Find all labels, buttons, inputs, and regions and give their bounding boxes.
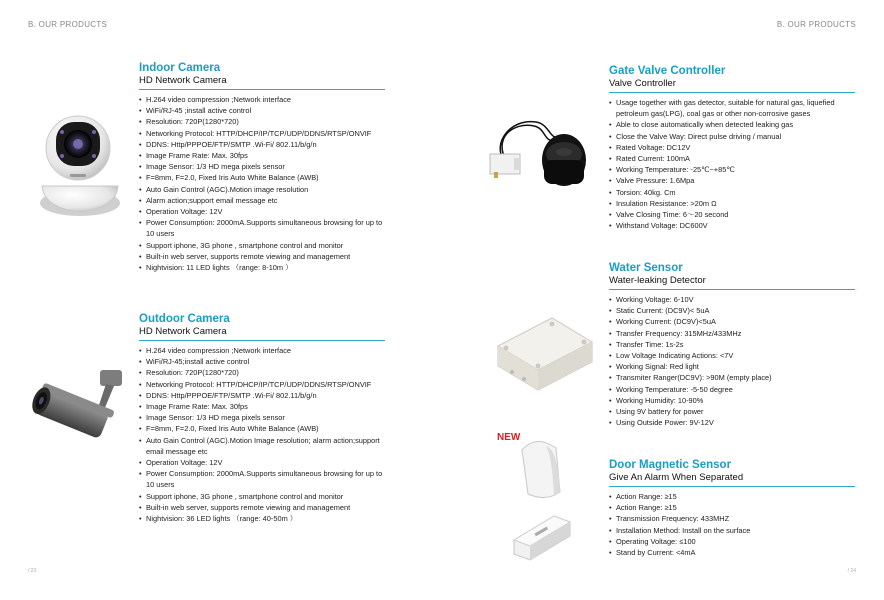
spec-item: • Valve Pressure: 1.6Mpa: [609, 175, 855, 186]
door-sensor-rule: [609, 486, 855, 487]
spec-item: • Transfer Time: 1s-2s: [609, 339, 855, 350]
spec-item: • Stand by Current: <4mA: [609, 547, 855, 558]
outdoor-camera-title: Outdoor Camera: [139, 313, 230, 325]
spec-item: • Action Range: ≥15: [609, 502, 855, 513]
valve-controller-rule: [609, 92, 855, 93]
spec-item: • Working Temperature: -5-50 degree: [609, 384, 855, 395]
spec-item: • Usage together with gas detector, suitable for natural gas, liquefied petroleum gas(LPG), coal gas or other non-corrosive gases: [609, 97, 855, 119]
spec-item: • H.264 video compression ;Network interface: [139, 345, 385, 356]
spec-item: • Low Voltage Indicating Actions: <7V: [609, 350, 855, 361]
spec-item: • Networking Protocol: HTTP/DHCP/IP/TCP/UDP/DDNS/RTSP/ONVIF: [139, 128, 385, 139]
spec-item: • Working Current: (DC9V)<5uA: [609, 316, 855, 327]
water-sensor-section: [609, 262, 855, 428]
spec-item: • DDNS: Http/PPPOE/FTP/SMTP .Wi-Fi/ 802.11/b/g/n: [139, 139, 385, 150]
spec-item: • F=8mm, F=2.0, Fixed Iris Auto White Balance (AWB): [139, 423, 385, 434]
spec-item: • Torsion: 40kg. Cm: [609, 187, 855, 198]
indoor-camera-section: [139, 62, 385, 273]
spec-item: • Close the Valve Way: Direct pulse driving / manual: [609, 131, 855, 142]
spec-item: • Installation Method: Install on the surface: [609, 525, 855, 536]
indoor-camera-subtitle: HD Network Camera: [139, 75, 227, 86]
spec-item: • Image Frame Rate: Max. 30fps: [139, 401, 385, 412]
spec-item: • Using Outside Power: 9V-12V: [609, 417, 855, 428]
indoor-camera-title: Indoor Camera: [139, 62, 221, 74]
spec-item: • Action Range: ≥15: [609, 491, 855, 502]
valve-controller-title: Gate Valve Controller: [609, 65, 726, 77]
spec-item: • Power Consumption: 2000mA.Supports simultaneous browsing for up to 10 users: [139, 217, 385, 239]
spec-item: • Able to close automatically when detected leaking gas: [609, 119, 855, 130]
water-sensor-subtitle: Water-leaking Detector: [609, 275, 706, 286]
spec-item: • Resolution: 720P(1280*720): [139, 367, 385, 378]
water-sensor-image: [492, 310, 596, 396]
outdoor-camera-image: [24, 366, 129, 456]
spec-item: • Support iphone, 3G phone , smartphone control and monitor: [139, 240, 385, 251]
water-sensor-specs: [609, 294, 855, 428]
spec-item: • Operation Voltage: 12V: [139, 457, 385, 468]
water-sensor-title: Water Sensor: [609, 262, 683, 274]
valve-controller-image: [484, 116, 594, 196]
spec-item: • Rated Current: 100mA: [609, 153, 855, 164]
spec-item: • Operation Voltage: 12V: [139, 206, 385, 217]
spec-item: • Using 9V battery for power: [609, 406, 855, 417]
spec-item: • Operating Voltage: ≤100: [609, 536, 855, 547]
header-right: B. OUR PRODUCTS: [776, 20, 856, 29]
spec-item: • Transmission Frequency: 433MHZ: [609, 513, 855, 524]
spec-item: • Valve Closing Time: 6～20 second: [609, 209, 855, 220]
indoor-camera-image: [34, 108, 124, 220]
spec-item: • H.264 video compression ;Network interface: [139, 94, 385, 105]
page-number-left: / 23: [28, 568, 37, 574]
outdoor-camera-section: [139, 313, 385, 524]
spec-item: • Support iphone, 3G phone , smartphone control and monitor: [139, 491, 385, 502]
water-sensor-rule: [609, 289, 855, 290]
spec-item: • Built-in web server, supports remote viewing and management: [139, 251, 385, 262]
outdoor-camera-specs: [139, 345, 385, 524]
valve-controller-specs: [609, 97, 855, 231]
indoor-camera-rule: [139, 89, 385, 90]
page-number-right: / 24: [847, 568, 856, 574]
door-sensor-specs: [609, 491, 855, 558]
spec-item: • Alarm action;support email message etc: [139, 195, 385, 206]
valve-controller-subtitle: Valve Controller: [609, 78, 676, 89]
spec-item: • WiFi/RJ-45 ;install active control: [139, 105, 385, 116]
outdoor-camera-rule: [139, 340, 385, 341]
spec-item: • Auto Gain Control (AGC).Motion Image resolution; alarm action;support email message etc: [139, 435, 385, 457]
spec-item: • DDNS: Http/PPPOE/FTP/SMTP .Wi-Fi/ 802.11/b/g/n: [139, 390, 385, 401]
spec-item: • Working Voltage: 6-10V: [609, 294, 855, 305]
valve-controller-section: [609, 65, 855, 231]
header-left: B. OUR PRODUCTS: [28, 20, 108, 29]
spec-item: • Power Consumption: 2000mA.Supports simultaneous browsing for up to 10 users: [139, 468, 385, 490]
spec-item: • Nightvision: 11 LED lights （range: 8-10m ）: [139, 262, 385, 273]
new-badge: NEW: [497, 432, 521, 443]
spec-item: • F=8mm, F=2.0, Fixed Iris Auto White Balance (AWB): [139, 172, 385, 183]
spec-item: • Resolution: 720P(1280*720): [139, 116, 385, 127]
spec-item: • Static Current: (DC9V)< 5uA: [609, 305, 855, 316]
spec-item: • Withstand Voltage: DC600V: [609, 220, 855, 231]
spec-item: • Transmiter Ranger(DC9V): >90M (empty place): [609, 372, 855, 383]
spec-item: • Insulation Resistance: >20m Ω: [609, 198, 855, 209]
spec-item: • Image Sensor: 1/3 HD mega pixels sensor: [139, 161, 385, 172]
spec-item: • Image Frame Rate: Max. 30fps: [139, 150, 385, 161]
spec-item: • Networking Protocol: HTTP/DHCP/IP/TCP/UDP/DDNS/RTSP/ONVIF: [139, 379, 385, 390]
spec-item: • Rated Voltage: DC12V: [609, 142, 855, 153]
spec-item: • Auto Gain Control (AGC).Motion image resolution: [139, 184, 385, 195]
spec-item: • Working Signal: Red light: [609, 361, 855, 372]
door-sensor-title: Door Magnetic Sensor: [609, 459, 732, 471]
door-sensor-section: [609, 459, 855, 558]
spec-item: • Working Temperature: -25℃~+85℃: [609, 164, 855, 175]
spec-item: • WiFi/RJ-45;install active control: [139, 356, 385, 367]
spec-item: • Built-in web server, supports remote viewing and management: [139, 502, 385, 513]
outdoor-camera-subtitle: HD Network Camera: [139, 326, 227, 337]
indoor-camera-specs: [139, 94, 385, 273]
door-sensor-image: [506, 436, 582, 572]
spec-item: • Working Humidity: 10-90%: [609, 395, 855, 406]
spec-item: • Transfer Frequency: 315MHz/433MHz: [609, 328, 855, 339]
door-sensor-subtitle: Give An Alarm When Separated: [609, 472, 744, 483]
spec-item: • Image Sensor: 1/3 HD mega pixels sensor: [139, 412, 385, 423]
spec-item: • Nightvision: 36 LED lights （range: 40-50m ）: [139, 513, 385, 524]
